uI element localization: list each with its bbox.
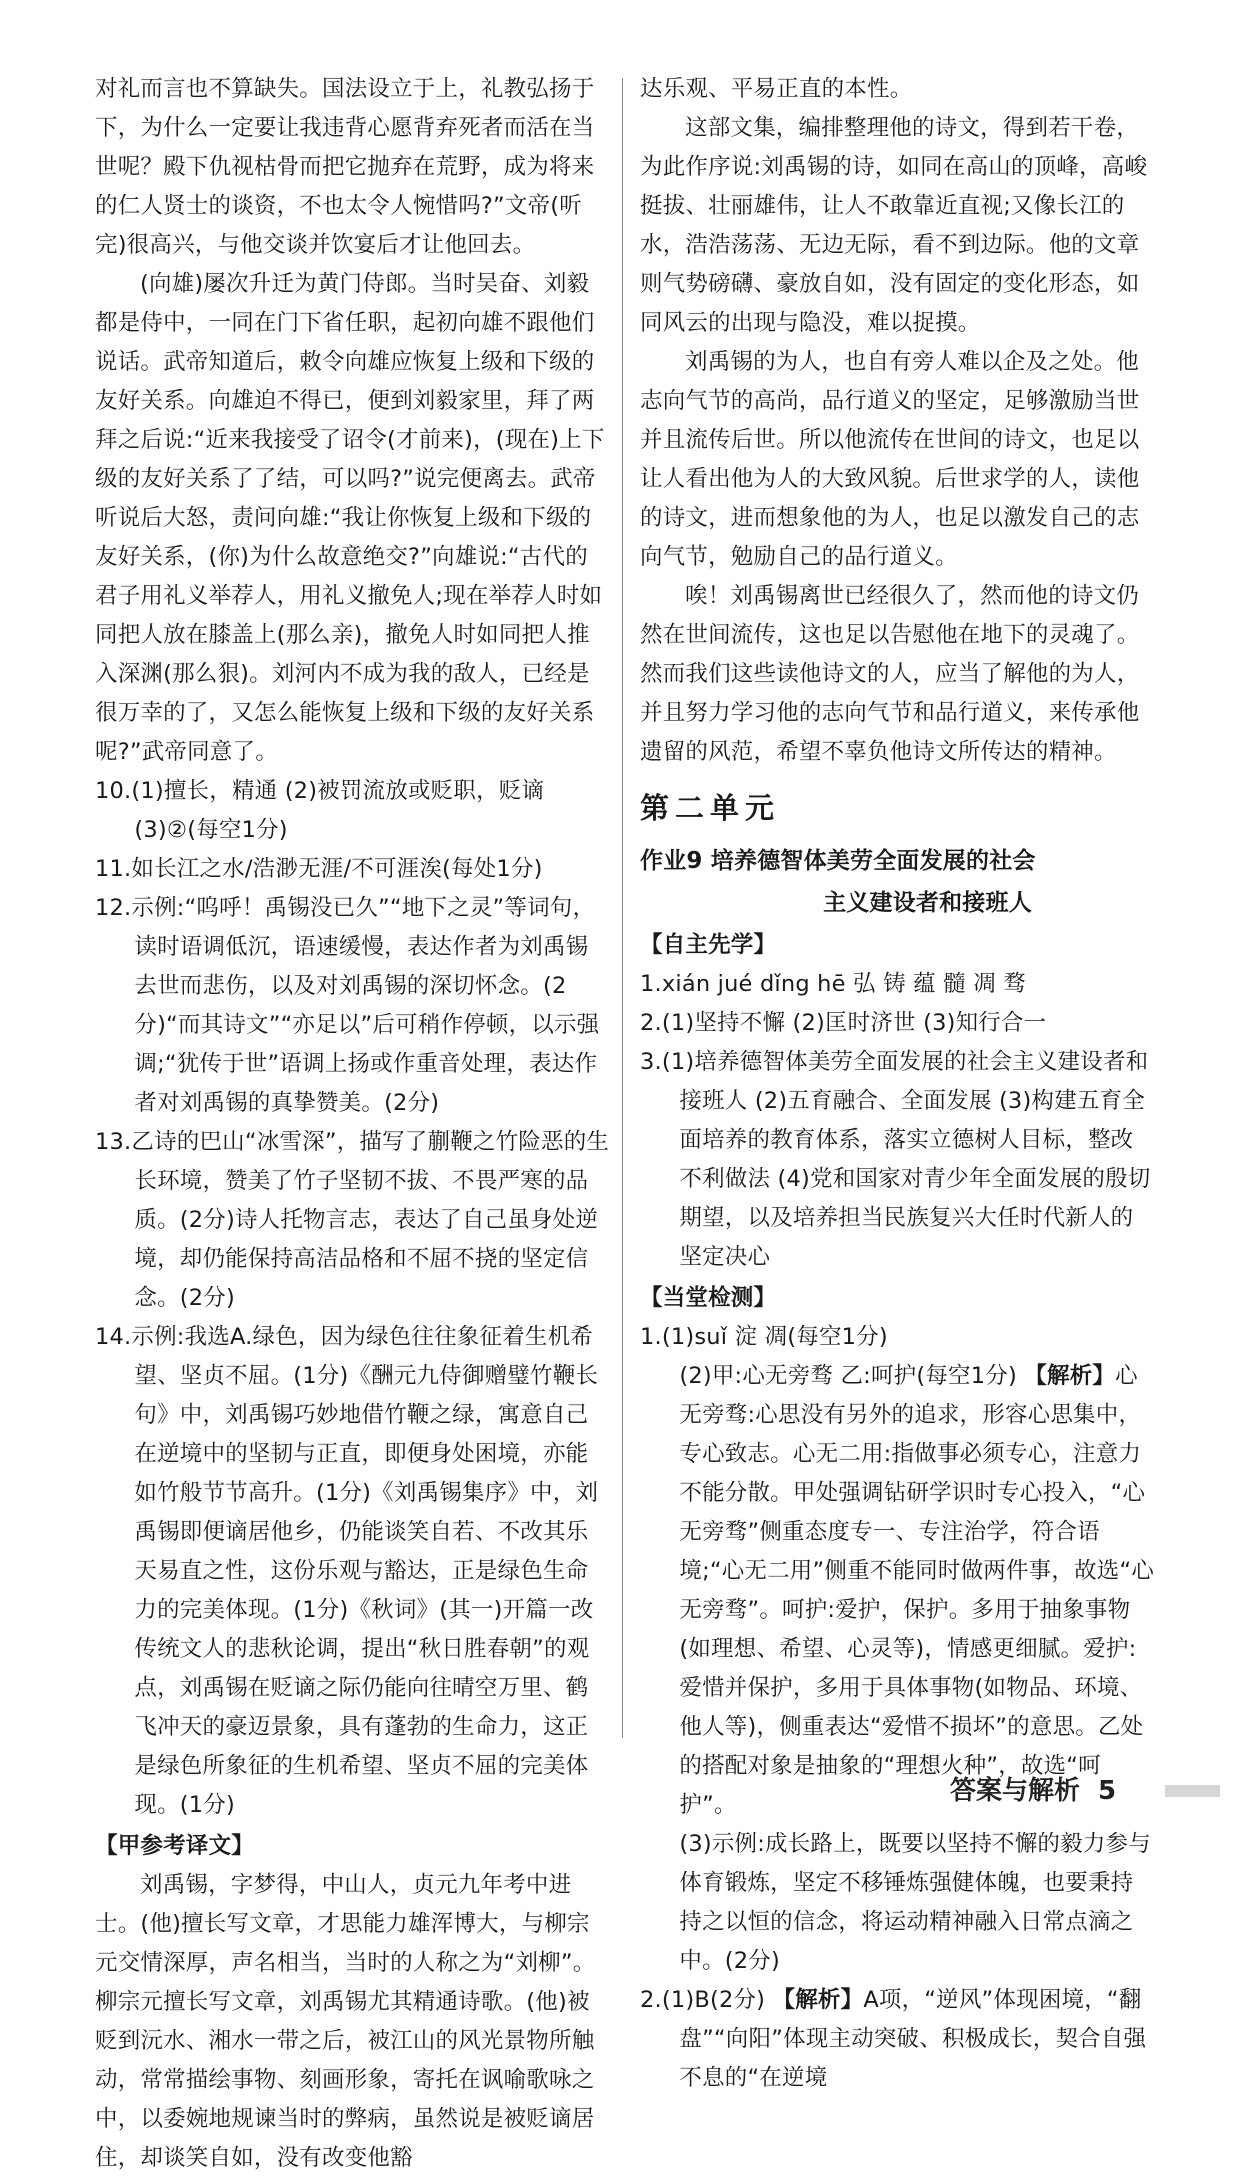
preview-item-3: 3.(1)培养德智体美劳全面发展的社会主义建设者和接班人 (2)五育融合、全面发展 (3)构建五育全面培养的教育体系，落实立德树人目标，整改不利做法 (4)党和国家对青少年全面发展的殷切期望，以及培养担当民族复兴大任时代新人的坚定决心 bbox=[640, 1049, 1151, 1270]
analysis-tag: 【解析】 bbox=[772, 1987, 864, 2013]
page-number: 5 bbox=[1098, 1776, 1117, 1806]
section-tag-preview: 【自主先学】 bbox=[640, 932, 777, 958]
answer-item-13: 13.乙诗的巴山“冰雪深”，描写了蒯鞭之竹险恶的生长环境，赞美了竹子坚韧不拔、不畏严寒的品质。(2分)诗人托物言志，表达了自己虽身处逆境，却仍能保持高洁品格和不屈不挠的坚定信念。(2分) bbox=[95, 1129, 610, 1311]
translation-paragraph: 唉！刘禹锡离世已经很久了，然而他的诗文仍然在世间流传，这也足以告慰他在地下的灵魂了。然而我们这些读他诗文的人，应当了解他的为人，并且努力学习他的志向气节和品行道义，来传承他遗留的风范，希望不辜负他诗文所传达的精神。 bbox=[640, 583, 1140, 765]
translation-paragraph: 刘禹锡，字梦得，中山人，贞元九年考中进士。(他)擅长写文章，才思能力雄浑博大，与柳宗元交情深厚，声名相当，当时的人称之为“刘柳”。柳宗元擅长写文章，刘禹锡尤其精通诗歌。(他)被贬到沅水、湘水一带之后，被江山的风光景物所触动，常常描绘事物、刻画形象，寄托在讽喻歌咏之中，以委婉地规谏当时的弊病，虽然说是被贬谪居住，却谈笑自如，没有改变他豁 bbox=[95, 1872, 596, 2171]
check-item-1-3: (3)示例:成长路上，既要以坚持不懈的毅力参与体育锻炼，坚定不移锤炼强健体魄，也要秉持持之以恒的信念，将运动精神融入日常点滴之中。(2分) bbox=[679, 1831, 1151, 1974]
answer-item-10: 10.(1)擅长，精通 (2)被罚流放或贬职，贬谪 (3)②(每空1分) bbox=[95, 778, 545, 843]
analysis-text: A项，“逆风”体现困境，“翻盘”“向阳”体现主动突破、积极成长，契合自强不息的“在逆境 bbox=[679, 1987, 1147, 2091]
answer-text: 2.(1)B(2分) bbox=[640, 1987, 773, 2013]
homework-title: 作业9 培养德智体美劳全面发展的社会 bbox=[640, 848, 1036, 874]
section-tag-check: 【当堂检测】 bbox=[640, 1285, 777, 1311]
translation-paragraph: 刘禹锡的为人，也自有旁人难以企及之处。他志向气节的高尚，品行道义的坚定，足够激励当世并且流传后世。所以他流传在世间的诗文，也足以让人看出他为人的大致风貌。后世求学的人，读他的诗文，进而想象他的为人，也足以激发自己的志向气节，勉励自己的品行道义。 bbox=[640, 349, 1140, 570]
unit-title: 第二单元 bbox=[640, 791, 781, 825]
check-item-1-2 bbox=[640, 1357, 1155, 1825]
check-item-2 bbox=[640, 1981, 1155, 2098]
answer-item-12: 12.示例:“呜呼！禹锡没已久”“地下之灵”等词句，读时语调低沉，语速缓慢，表达作者为刘禹锡去世而悲伤，以及对刘禹锡的深切怀念。(2分)“而其诗文”“亦足以”后可稍作停顿，以示强调;“犹传于世”语调上扬或作重音处理，表达作者对刘禹锡的真挚赞美。(2分) bbox=[95, 895, 600, 1116]
homework-title-continued: 主义建设者和接班人 bbox=[823, 890, 1032, 916]
translation-paragraph: 达乐观、平易正直的本性。 bbox=[640, 76, 913, 102]
preview-item-2: 2.(1)坚持不懈 (2)匡时济世 (3)知行合一 bbox=[640, 1010, 1047, 1036]
section-tag-translation: 【甲参考译文】 bbox=[95, 1833, 254, 1859]
answer-item-14: 14.示例:我选A.绿色，因为绿色往往象征着生机希望、坚贞不屈。(1分)《酬元九侍御赠璧竹鞭长句》中，刘禹锡巧妙地借竹鞭之绿，寓意自己在逆境中的坚韧与正直，即便身处困境，亦能如竹般节节高升。(1分)《刘禹锡集序》中，刘禹锡即便谪居他乡，仍能谈笑自若、不改其乐天易直之性，这份乐观与豁达，正是绿色生命力的完美体现。(1分)《秋词》(其一)开篇一改传统文人的悲秋论调，提出“秋日胜春朝”的观点，刘禹锡在贬谪之际仍能向往晴空万里、鹤飞冲天的豪迈景象，具有蓬勃的生命力，这正是绿色所象征的生机希望、坚贞不屈的完美体现。(1分) bbox=[95, 1324, 599, 1818]
answer-text: (2)甲:心无旁骛 乙:呵护(每空1分) bbox=[679, 1363, 1025, 1389]
translation-paragraph: 这部文集，编排整理他的诗文，得到若干卷，为此作序说:刘禹锡的诗，如同在高山的顶峰，高峻挺拔、壮丽雄伟，让人不敢靠近直视;又像长江的水，浩浩荡荡、无边无际，看不到边际。他的文章则气势磅礴、豪放自如，没有固定的变化形态，如同风云的出现与隐没，难以捉摸。 bbox=[640, 115, 1148, 336]
analysis-text: 心无旁骛:心思没有另外的追求，形容心思集中，专心致志。心无二用:指做事必须专心，注意力不能分散。甲处强调钻研学识时专心投入，“心无旁骛”侧重态度专一、专注治学，符合语境;“心无二用”侧重不能同时做两件事，故选“心无旁骛”。呵护:爱护，保护。多用于抽象事物(如理想、希望、心灵等)，情感更细腻。爱护:爱惜并保护，多用于具体事物(如物品、环境、他人等)，侧重表达“爱惜不损坏”的意思。乙处的搭配对象是抽象的“理想火种”，故选“呵护”。 bbox=[679, 1363, 1155, 1818]
footer-label: 答案与解析 bbox=[950, 1776, 1081, 1806]
page-footer bbox=[950, 1770, 1116, 1807]
check-item-1-1: 1.(1)suǐ 淀 凋(每空1分) bbox=[640, 1324, 888, 1350]
analysis-tag: 【解析】 bbox=[1024, 1363, 1116, 1389]
translation-paragraph: 对礼而言也不算缺失。国法设立于上，礼教弘扬于下，为什么一定要让我违背心愿背弃死者而活在当世呢？殿下仇视枯骨而把它抛弃在荒野，成为将来的仁人贤士的谈资，不也太令人惋惜吗?”文帝(听完)很高兴，与他交谈并饮宴后才让他回去。 bbox=[95, 76, 595, 258]
left-column bbox=[95, 70, 610, 2178]
column-divider bbox=[622, 78, 623, 1738]
footer-decoration bbox=[1165, 1785, 1220, 1797]
preview-item-1: 1.xián jué dǐng hē 弘 铸 蕴 髓 凋 骛 bbox=[640, 971, 1026, 997]
translation-paragraph: (向雄)屡次升迁为黄门侍郎。当时吴奋、刘毅都是侍中，一同在门下省任职，起初向雄不跟他们说话。武帝知道后，敕令向雄应恢复上级和下级的友好关系。向雄迫不得已，便到刘毅家里，拜了两拜之后说:“近来我接受了诏令(才前来)，(现在)上下级的友好关系了了结，可以吗?”说完便离去。武帝听说后大怒，责问向雄:“我让你恢复上级和下级的友好关系，(你)为什么故意绝交?”向雄说:“古代的君子用礼义举荐人，用礼义撤免人;现在举荐人时如同把人放在膝盖上(那么亲)，撤免人时如同把人推入深渊(那么狠)。刘河内不成为我的敌人，已经是很万幸的了，又怎么能恢复上级和下级的友好关系呢?”武帝同意了。 bbox=[95, 271, 605, 765]
answer-item-11: 11.如长江之水/浩渺无涯/不可涯涘(每处1分) bbox=[95, 856, 543, 882]
